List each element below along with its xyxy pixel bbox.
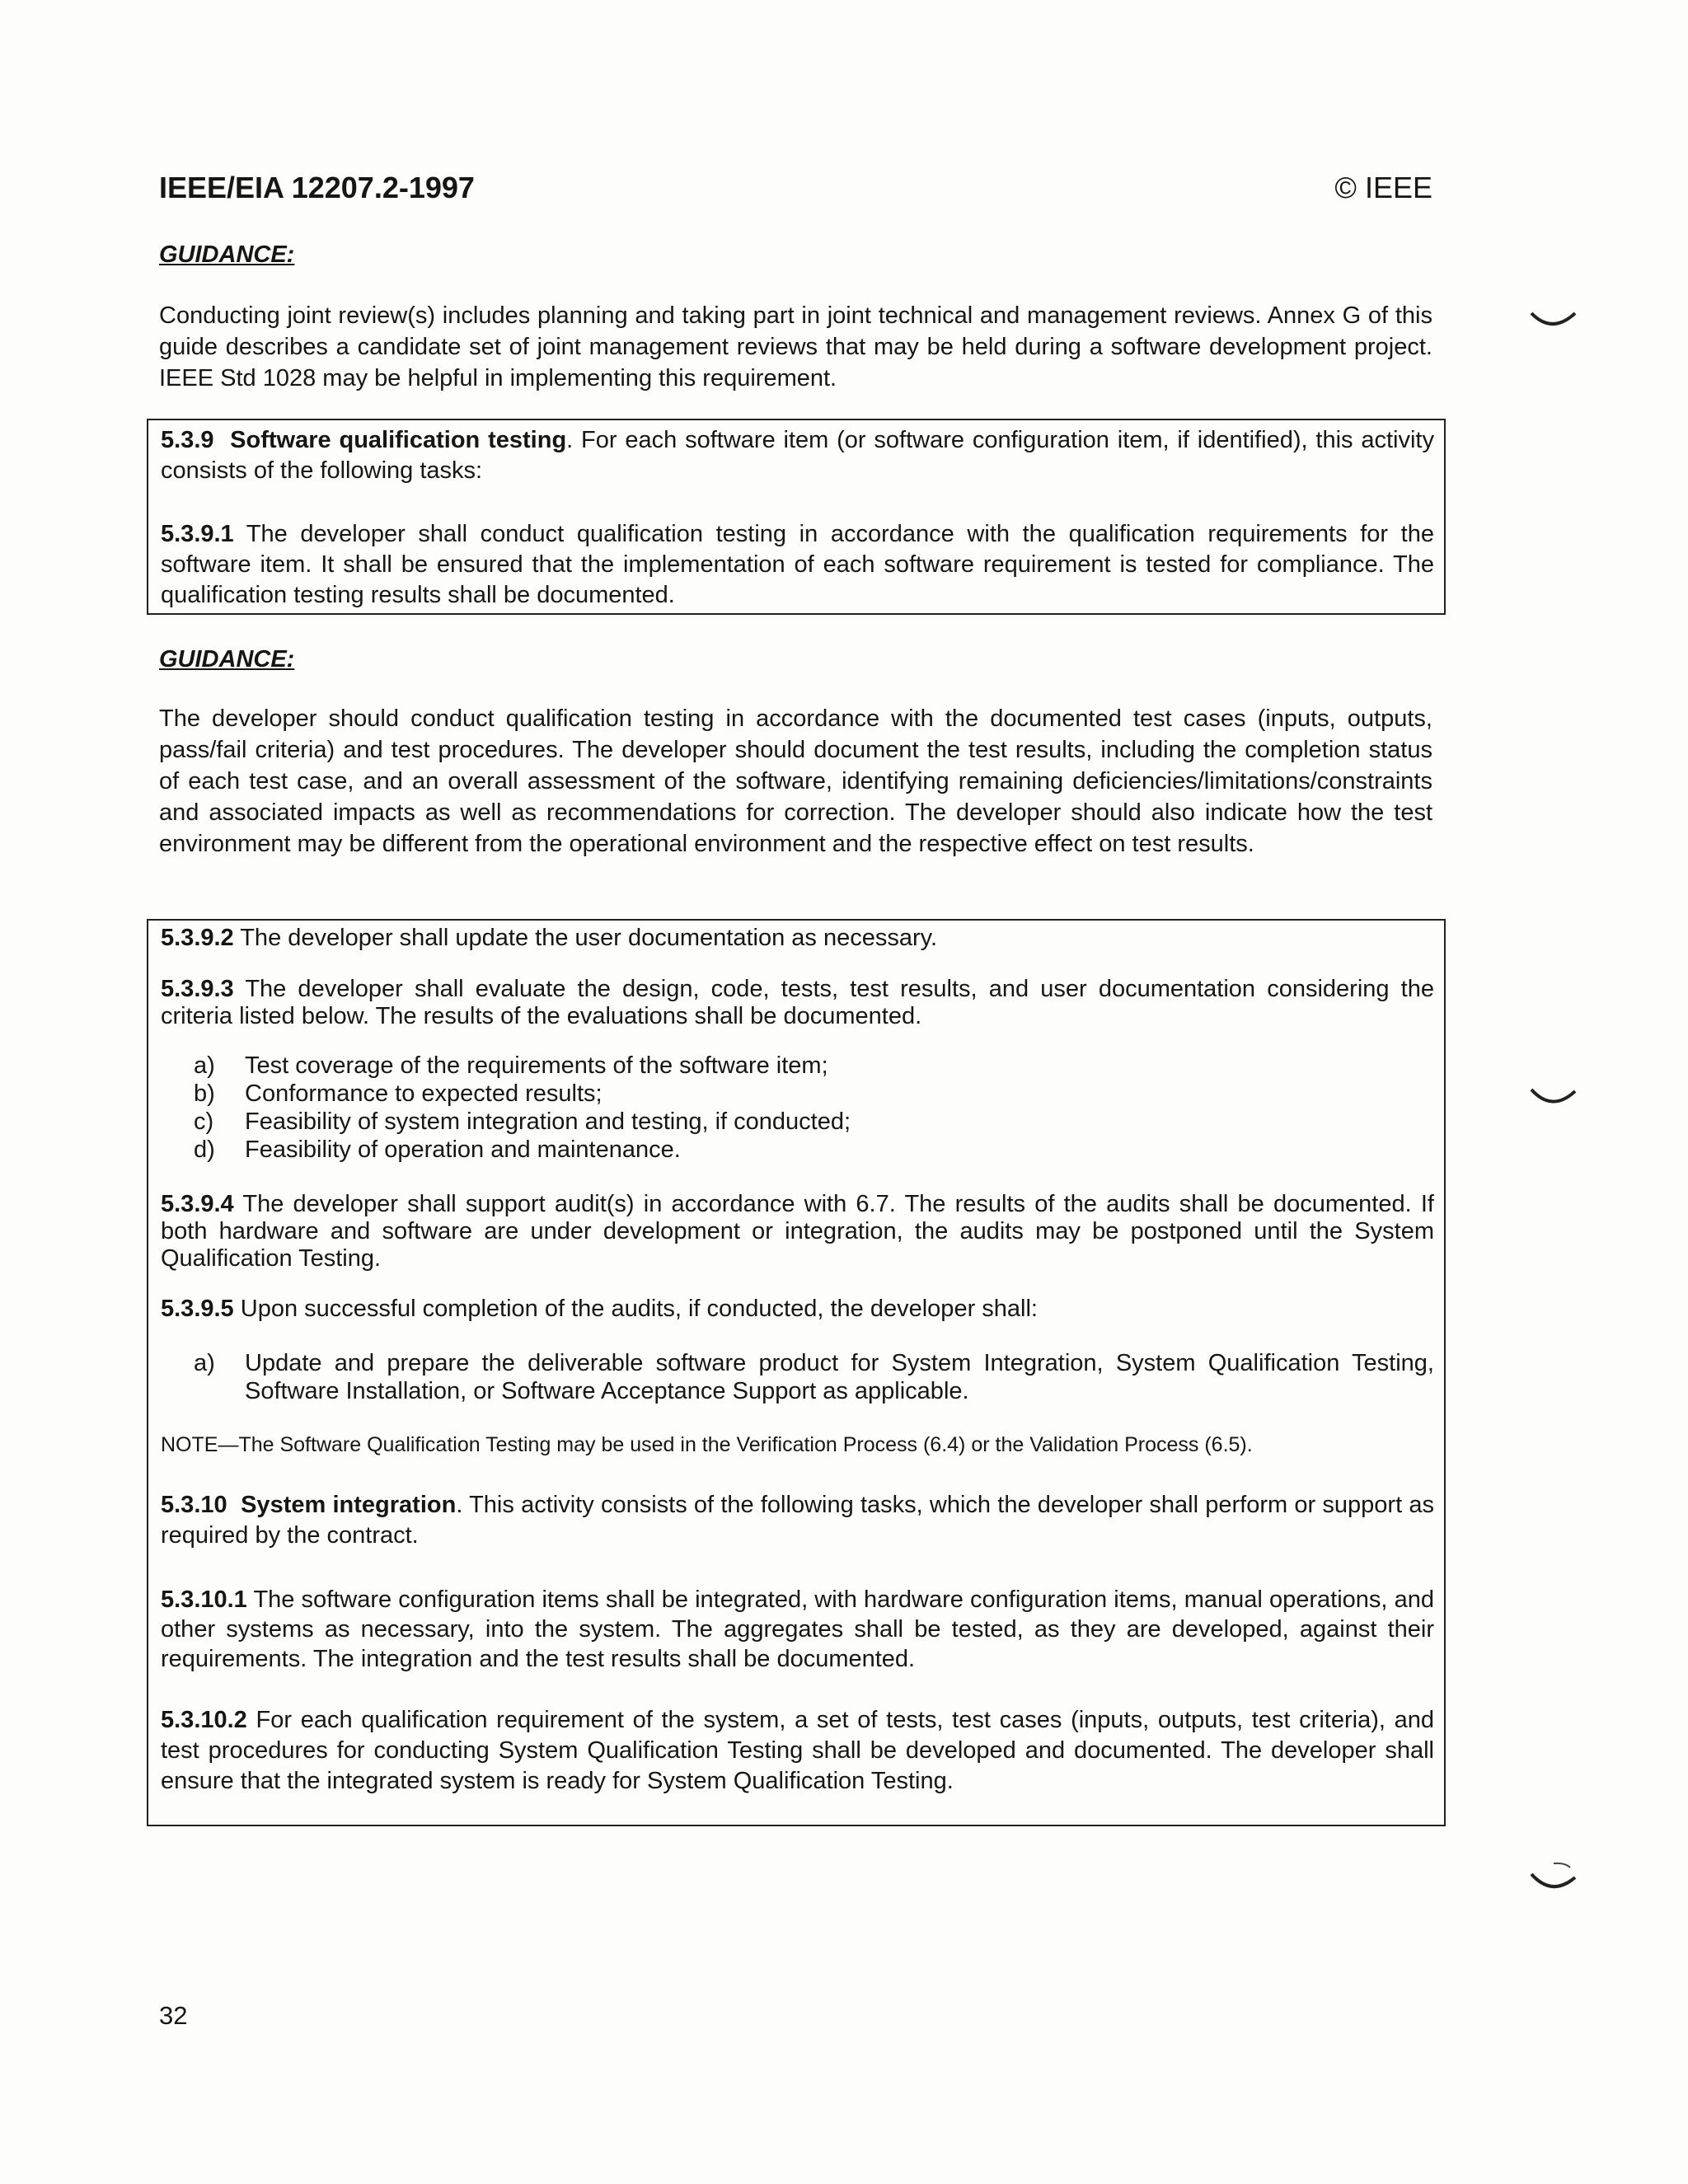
guidance-paragraph: The developer should conduct qualification testing in accordance with the documented test cases (inputs, outputs, pass/fail criteria) and test procedures. The developer should document the test results, including the completion status of each test case, and an overall assessment of the software, identifying remaining deficiencies/limitations/constraints and associated impacts as well as recommendations for correction. The developer should also indicate how the test environment may be different from the operational environment and the respective effect on test results. <box>159 705 1432 857</box>
section-text: The developer shall evaluate the design, code, tests, test results, and user documentation considering the criteria listed below. The results of the evaluations shall be documented. <box>161 976 1434 1029</box>
list-label: a) <box>194 1350 215 1376</box>
list-label: d) <box>194 1137 215 1163</box>
header-left: IEEE/EIA 12207.2-1997 <box>159 171 475 204</box>
list-text: Update and prepare the deliverable software product for System Integration, System Qualification Testing, Software Installation, or Software Acceptance Support as applicable. <box>245 1350 1434 1404</box>
section-text: The developer shall update the user documentation as necessary. <box>233 925 938 951</box>
section-number: 5.3.9 <box>161 427 214 453</box>
list-label: c) <box>194 1108 214 1135</box>
criteria-item <box>194 1080 1434 1108</box>
guidance-paragraph: Conducting joint review(s) includes planning and taking part in joint technical and management reviews. Annex G of this guide describes a candidate set of joint management reviews that may be held during a software development project. IEEE Std 1028 may be helpful in implementing this requirement. <box>159 302 1432 391</box>
section-number: 5.3.10.2 <box>161 1707 247 1733</box>
list-label: a) <box>194 1052 215 1079</box>
section-number: 5.3.9.5 <box>161 1296 234 1322</box>
header-right: © IEEE <box>1334 171 1432 204</box>
note: NOTE—The Software Qualification Testing may be used in the Verification Process (6.4) or the Validation Process (6.5). <box>161 1433 1253 1456</box>
list-text: Feasibility of operation and maintenance. <box>245 1137 681 1163</box>
change-mark-icon <box>1529 307 1578 340</box>
section-5-3-10-1 <box>161 1585 1434 1674</box>
section-text: Upon successful completion of the audits, if conducted, the developer shall: <box>233 1296 1038 1322</box>
audit-item <box>194 1349 1434 1405</box>
section-5-3-9-1 <box>161 519 1434 611</box>
list-text: Feasibility of system integration and testing, if conducted; <box>245 1108 851 1135</box>
section-text: The developer shall conduct qualification testing in accordance with the qualification requirements for the software item. It shall be ensured that the implementation of each software requirement is tested for compliance. The qualification testing results shall be documented. <box>161 521 1434 608</box>
section-title: System integration <box>241 1492 457 1518</box>
requirement-box <box>147 419 1446 615</box>
section-5-3-9-2 <box>161 923 1434 954</box>
criteria-item <box>194 1108 1434 1136</box>
section-5-3-9-5 <box>161 1294 1434 1324</box>
section-5-3-9-4 <box>161 1191 1434 1272</box>
section-number: 5.3.9.1 <box>161 521 234 547</box>
section-5-3-9-3 <box>161 976 1434 1030</box>
section-title: Software qualification testing <box>230 427 567 453</box>
list-text: Conformance to expected results; <box>245 1080 603 1107</box>
list-label: b) <box>194 1080 215 1107</box>
section-number: 5.3.9.4 <box>161 1191 234 1217</box>
section-text: . For each software item (or software configuration item, if identified), this activity consists of the following tasks: <box>161 427 1434 484</box>
section-number: 5.3.9.2 <box>161 925 234 951</box>
section-number: 5.3.9.3 <box>161 976 234 1002</box>
change-mark-icon <box>1529 1861 1578 1902</box>
section-5-3-10 <box>161 1490 1434 1551</box>
guidance-heading: GUIDANCE: <box>159 241 295 268</box>
section-number: 5.3.10.1 <box>161 1586 247 1613</box>
list-text: Test coverage of the requirements of the software item; <box>245 1052 828 1079</box>
criteria-item <box>194 1136 1434 1164</box>
section-text: The developer shall support audit(s) in accordance with 6.7. The results of the audits shall be documented. If both hardware and software are under development or integration, the audits may be postponed until the System Qualification Testing. <box>161 1191 1434 1272</box>
section-text: For each qualification requirement of the system, a set of tests, test cases (inputs, outputs, test criteria), and test procedures for conducting System Qualification Testing shall be developed and documented. The developer shall ensure that the integrated system is ready for System Qualification Testing. <box>161 1707 1434 1794</box>
section-text: . This activity consists of the following tasks, which the developer shall perform or support as required by the contract. <box>161 1492 1434 1549</box>
section-5-3-9 <box>161 425 1434 486</box>
section-text: The software configuration items shall be integrated, with hardware configuration items, manual operations, and other systems as necessary, into the system. The aggregates shall be tested, as they are developed, against their requirements. The integration and the test results shall be documented. <box>161 1586 1434 1672</box>
page-number: 32 <box>159 2001 188 2030</box>
section-number: 5.3.10 <box>161 1492 227 1518</box>
change-mark-icon <box>1529 1085 1578 1118</box>
section-5-3-10-2 <box>161 1705 1434 1797</box>
requirement-box <box>147 919 1446 1826</box>
guidance-heading: GUIDANCE: <box>159 646 295 673</box>
criteria-item <box>194 1052 1434 1080</box>
